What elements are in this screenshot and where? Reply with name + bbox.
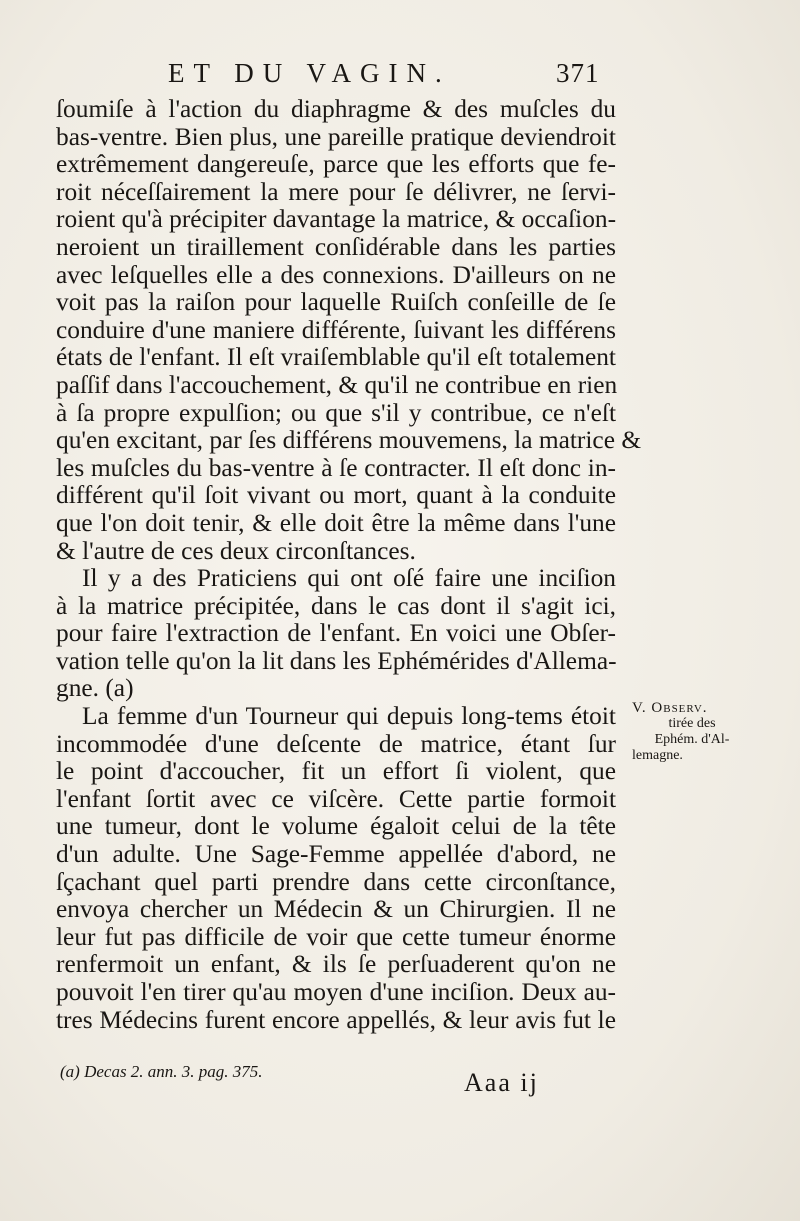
text-line: La femme d'un Tourneur qui depuis long-tems étoit <box>82 702 616 731</box>
body-text <box>56 95 642 1034</box>
signature-mark: Aaa ij <box>464 1068 539 1097</box>
text-line: envoya chercher un Médecin & un Chirurgien. Il ne <box>56 895 616 924</box>
text-line: le point d'accoucher, fit un effort ſi violent, que <box>56 757 616 786</box>
text-line: roient qu'à précipiter davantage la matrice, & occaſion- <box>56 205 617 234</box>
text-line: avec leſquelles elle a des connexions. D'ailleurs on ne <box>56 260 616 289</box>
text-line: l'enfant ſortit avec ce viſcère. Cette partie formoit <box>56 784 616 813</box>
text-line: pour faire l'extraction de l'enfant. En voici une Obſer- <box>56 619 616 648</box>
text-line: états de l'enfant. Il eſt vraiſemblable qu'il eſt totalement <box>56 343 616 372</box>
text-line: une tumeur, dont le volume égaloit celui de la tête <box>56 812 616 841</box>
text-line: que l'on doit tenir, & elle doit être la même dans l'une <box>56 508 616 537</box>
text-line: tres Médecins furent encore appellés, & leur avis fut le <box>56 1005 616 1034</box>
text-line: les muſcles du bas-ventre à ſe contracter. Il eſt donc in- <box>56 453 616 482</box>
text-line: qu'en excitant, par ſes différens mouvemens, la matrice & <box>56 426 642 455</box>
text-line: extrêmement dangereuſe, parce que les efforts que fe- <box>56 150 616 179</box>
text-line: conduire d'une maniere différente, ſuivant les différens <box>56 315 616 344</box>
text-line: pouvoit l'en tirer qu'au moyen d'une inciſion. Deux au- <box>56 978 616 1006</box>
margin-note-title: V. Observ. <box>632 700 708 716</box>
page-number: 371 <box>556 58 600 88</box>
text-line: voit pas la raiſon pour laquelle Ruiſch conſeille de ſe <box>56 288 616 317</box>
text-line: leur fut pas difficile de voir que cette tumeur énorme <box>56 922 616 951</box>
text-line: ſçachant quel parti prendre dans cette circonſtance, <box>56 867 616 896</box>
footnote: (a) Decas 2. ann. 3. pag. 375. <box>60 1062 263 1081</box>
margin-note <box>632 700 752 764</box>
text-line: renfermoit un enfant, & ils ſe perſuaderent qu'on ne <box>56 950 616 979</box>
text-line: d'un adulte. Une Sage-Femme appellée d'abord, ne <box>56 840 616 869</box>
text-line: neroient un tiraillement conſidérable dans les parties <box>56 232 616 261</box>
text-line: à ſa propre expulſion; ou que s'il y contribue, ce n'eſt <box>56 398 616 427</box>
text-line: bas-ventre. Bien plus, une pareille pratique deviendroit <box>56 122 616 151</box>
text-line: paſſif dans l'accouchement, & qu'il ne contribue en rien <box>56 370 618 399</box>
text-line: & l'autre de ces deux circonſtances. <box>56 536 416 565</box>
text-line: roit néceſſairement la mere pour ſe délivrer, ne ſervi- <box>56 177 616 206</box>
text-line: ſoumiſe à l'action du diaphragme & des muſcles du <box>56 95 616 123</box>
text-line: gne. (a) <box>56 674 134 703</box>
running-head: ET DU VAGIN. <box>168 58 451 88</box>
margin-note-line: tirée des <box>668 716 716 731</box>
text-line: Il y a des Praticiens qui ont oſé faire une inciſion <box>82 564 616 593</box>
text-line: incommodée d'une deſcente de matrice, étant ſur <box>56 729 616 758</box>
text-line: vation telle qu'on la lit dans les Ephémérides d'Allema- <box>56 646 617 675</box>
margin-note-line: Ephém. d'Al- <box>654 732 730 747</box>
text-line: différent qu'il ſoit vivant ou mort, quant à la conduite <box>56 481 616 510</box>
text-line: à la matrice précipitée, dans le cas dont il s'agit ici, <box>56 591 616 620</box>
margin-note-line: lemagne. <box>632 748 683 763</box>
